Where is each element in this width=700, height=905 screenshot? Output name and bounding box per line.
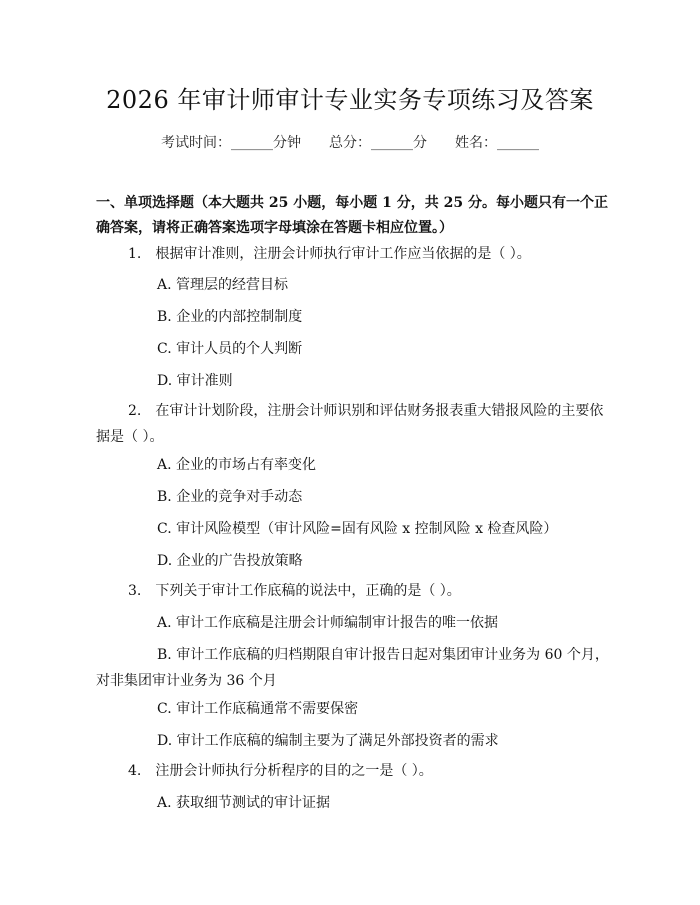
total-score-field: 总分：______分 xyxy=(329,135,427,151)
question-option: D. 审计工作底稿的编制主要为了满足外部投资者的需求 xyxy=(157,733,499,749)
question-option: A. 管理层的经营目标 xyxy=(157,277,289,293)
question-option: D. 企业的广告投放策略 xyxy=(157,553,303,569)
question-option: C. 审计风险模型（审计风险=固有风险 x 控制风险 x 检查风险） xyxy=(157,521,558,537)
question-stem: 3. 下列关于审计工作底稿的说法中，正确的是（ ）。 xyxy=(128,583,461,599)
question-option: B. 企业的竞争对手动态 xyxy=(157,489,303,505)
question-option: B. 审计工作底稿的归档期限自审计报告日起对集团审计业务为 60 个月，对非集团审计业务为 36 个月 xyxy=(96,647,609,689)
question-stem: 1. 根据审计准则，注册会计师执行审计工作应当依据的是（ ）。 xyxy=(128,246,531,262)
question-option: A. 获取细节测试的审计证据 xyxy=(157,795,331,811)
exam-meta xyxy=(0,132,700,152)
question-option: D. 审计准则 xyxy=(157,373,233,389)
question-option: B. 企业的内部控制制度 xyxy=(157,309,303,325)
exam-time-field: 考试时间：______分钟 xyxy=(161,135,301,151)
section-heading: 一、单项选择题（本大题共 25 小题，每小题 1 分，共 25 分。每小题只有一个正确答案，请将正确答案选项字母填涂在答题卡相应位置。） xyxy=(96,195,608,236)
name-field: 姓名：______ xyxy=(455,135,539,151)
question-option: A. 企业的市场占有率变化 xyxy=(157,457,317,473)
question-option: A. 审计工作底稿是注册会计师编制审计报告的唯一依据 xyxy=(157,615,499,631)
question-stem: 4. 注册会计师执行分析程序的目的之一是（ ）。 xyxy=(128,763,433,779)
question-option: C. 审计人员的个人判断 xyxy=(157,341,303,357)
document-title: 2026 年审计师审计专业实务专项练习及答案 xyxy=(106,86,594,114)
question-option: C. 审计工作底稿通常不需要保密 xyxy=(157,701,359,717)
question-stem: 2. 在审计计划阶段，注册会计师识别和评估财务报表重大错报风险的主要依据是（ ）。 xyxy=(96,403,604,445)
